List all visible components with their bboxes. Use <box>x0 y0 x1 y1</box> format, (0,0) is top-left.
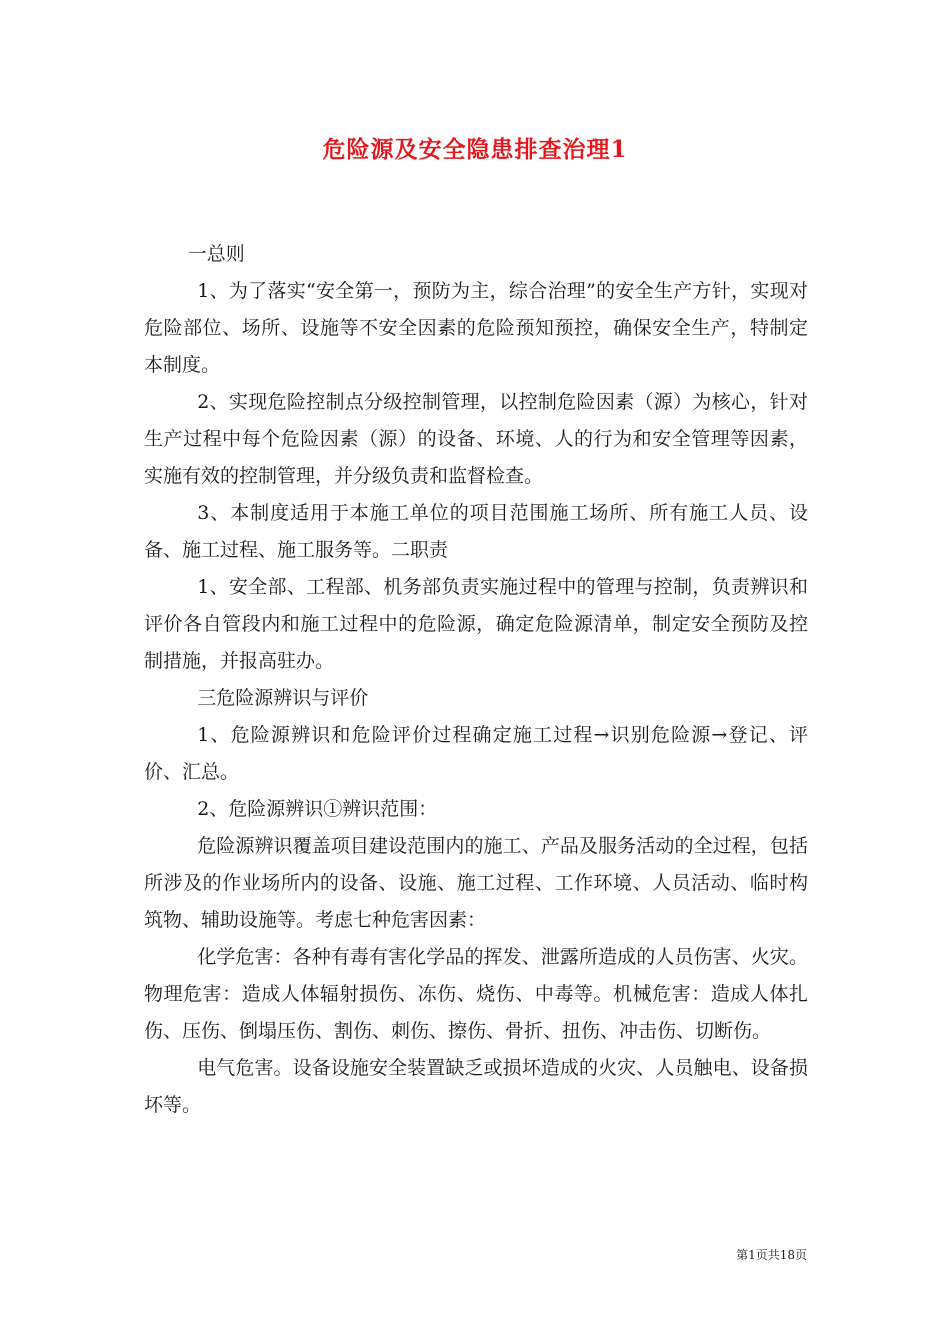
paragraph: 2、危险源辨识①辨识范围： <box>197 798 438 820</box>
paragraph: 1、安全部、工程部、机务部负责实施过程中的管理与控制，负责辨识和评价各自管段内和施工过程中的危险源，确定危险源清单，制定安全预防及控制措施，并报高驻办。 <box>144 576 808 672</box>
page-number: 第1页共18页 <box>736 1248 807 1262</box>
paragraph: 1、危险源辨识和危险评价过程确定施工过程→识别危险源→登记、评价、汇总。 <box>144 724 808 783</box>
document-title: 危险源及安全隐患排查治理1 <box>322 136 628 163</box>
paragraph: 2、实现危险控制点分级控制管理，以控制危险因素（源）为核心，针对生产过程中每个危险因素（源）的设备、环境、人的行为和安全管理等因素，实施有效的控制管理，并分级负责和监督检查。 <box>144 391 808 487</box>
paragraph: 3、本制度适用于本施工单位的项目范围施工场所、所有施工人员、设备、施工过程、施工服务等。二职责 <box>144 502 808 561</box>
paragraph: 电气危害。设备设施安全装置缺乏或损坏造成的火灾、人员触电、设备损坏等。 <box>144 1057 808 1116</box>
paragraph: 1、为了落实“安全第一，预防为主，综合治理”的安全生产方针，实现对危险部位、场所、设施等不安全因素的危险预知预控，确保安全生产，特制定本制度。 <box>144 280 808 376</box>
paragraph: 化学危害：各种有毒有害化学品的挥发、泄露所造成的人员伤害、火灾。物理危害：造成人体辐射损伤、冻伤、烧伤、中毒等。机械危害：造成人体扎伤、压伤、倒塌压伤、割伤、刺伤、擦伤、骨折、扭伤、冲击伤、切断伤。 <box>144 946 808 1042</box>
paragraph: 危险源辨识覆盖项目建设范围内的施工、产品及服务活动的全过程，包括所涉及的作业场所内的设备、设施、施工过程、工作环境、人员活动、临时构筑物、辅助设施等。考虑七种危害因素： <box>144 835 808 931</box>
document-body <box>144 236 808 1124</box>
section-heading-general: 一总则 <box>187 243 245 265</box>
section-heading-hazard-identification: 三危险源辨识与评价 <box>197 687 369 709</box>
